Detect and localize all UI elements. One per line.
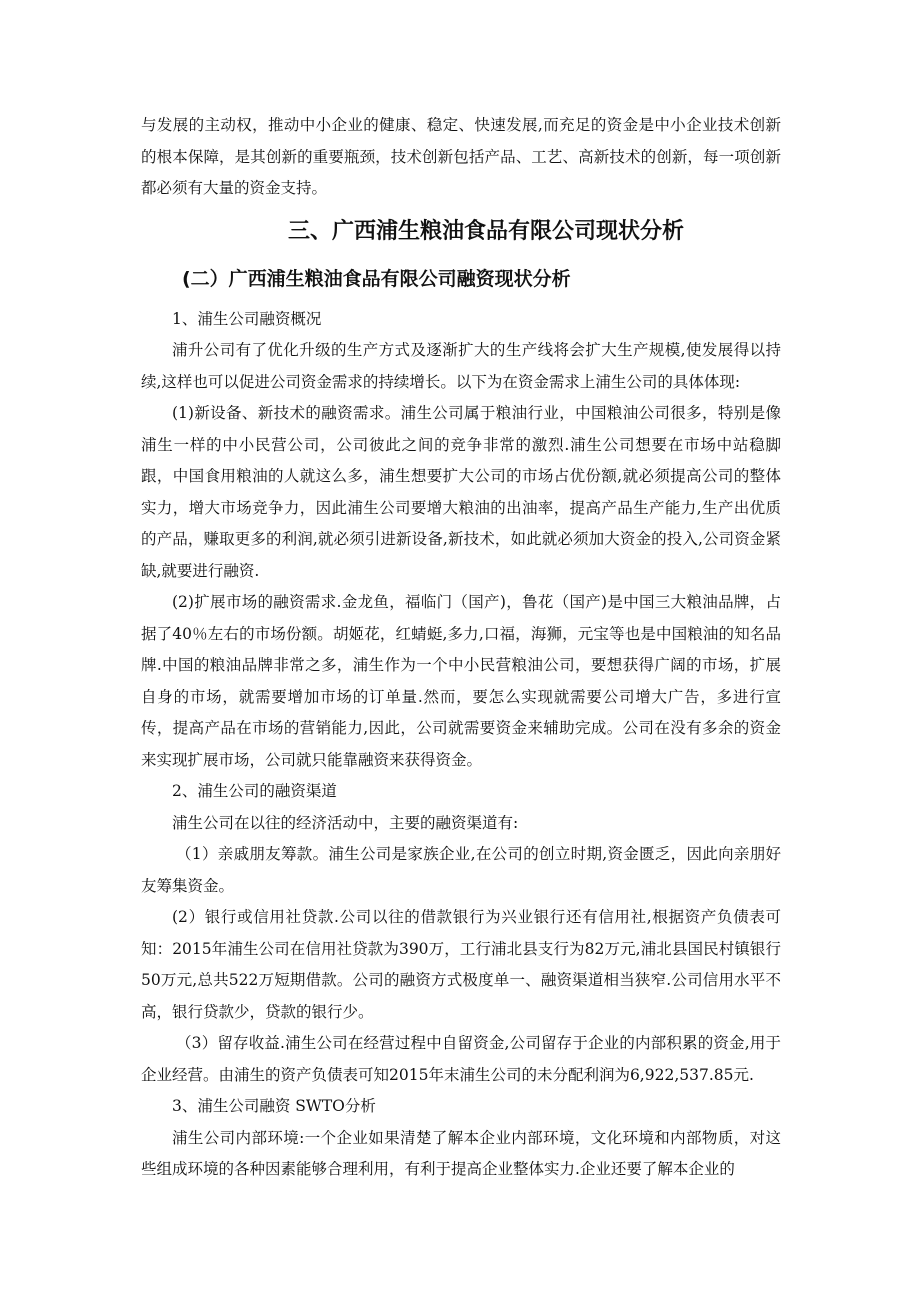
bank-loan-paragraph: (2）银行或信用社贷款.公司以往的借款银行为兴业银行还有信用社,根据资产负债表可知：2015年浦生公司在信用社贷款为390万，工行浦北县支行为82万元,浦北县国民村镇银行50万元,总共522万短期借款。公司的融资方式极度单一、融资渠道相当狭窄.公司信用水平不高，银行贷款少，贷款的银行少。: [141, 908, 781, 1021]
document-body: [141, 110, 781, 1186]
subsection-title-3: 3、浦生公司融资 SWTO分析: [172, 1097, 376, 1115]
market-financing-paragraph: (2)扩展市场的融资需求.金龙鱼，福临门（国产)，鲁花（国产)是中国三大粮油品牌，占据了40％左右的市场份额。胡姬花，红蜻蜓,多力,口福，海狮，元宝等也是中国粮油的知名品牌.中国的粮油品牌非常之多，浦生作为一个中小民营粮油公司，要想获得广阔的市场，扩展自身的市场，就需要增加市场的订单量.然而，要怎么实现就需要公司增大广告，多进行宣传，提高产品在市场的营销能力,因此，公司就需要资金来辅助完成。公司在没有多余的资金来实现扩展市场，公司就只能靠融资来获得资金。: [141, 593, 781, 769]
intro-paragraph: 与发展的主动权，推动中小企业的健康、稳定、快速发展,而充足的资金是中小企业技术创新的根本保障，是其创新的重要瓶颈，技术创新包括产品、工艺、高新技术的创新，每一项创新都必须有大量的资金支持。: [141, 116, 781, 197]
equipment-financing-paragraph: (1)新设备、新技术的融资需求。浦生公司属于粮油行业，中国粮油公司很多，特别是像浦生一样的中小民营公司，公司彼此之间的竞争非常的激烈.浦生公司想要在市场中站稳脚跟，中国食用粮油的人就这么多，浦生想要扩大公司的市场占优份额,就必须提高公司的整体实力，增大市场竞争力，因此浦生公司要增大粮油的出油率，提高产品生产能力,生产出优质的产品，赚取更多的利润,就必须引进新设备,新技术，如此就必须加大资金的投入,公司资金紧缺,就要进行融资.: [141, 404, 781, 580]
section-heading: (二）广西浦生粮油食品有限公司融资现状分析: [182, 267, 571, 290]
subsection-title-1: 1、浦生公司融资概况: [172, 309, 322, 328]
retained-earnings-paragraph: （3）留存收益.浦生公司在经营过程中自留资金,公司留存于企业的内部积累的资金,用于企业经营。由浦生的资产负债表可知2015年末浦生公司的未分配利润为6,922,537.85元.: [141, 1034, 781, 1084]
relatives-financing-paragraph: （1）亲戚朋友筹款。浦生公司是家族企业,在公司的创立时期,资金匮乏，因此向亲朋好友筹集资金。: [141, 845, 781, 895]
internal-environment-paragraph: 浦生公司内部环境:一个企业如果清楚了解本企业内部环境，文化环境和内部物质，对这些组成环境的各种因素能够合理利用，有利于提高企业整体实力.企业还要了解本企业的: [141, 1128, 781, 1178]
financing-overview-paragraph: 浦升公司有了优化升级的生产方式及逐渐扩大的生产线将会扩大生产规模,使发展得以持续,这样也可以促进公司资金需求的持续增长。以下为在资金需求上浦生公司的具体体现:: [141, 341, 781, 391]
subsection-title-2: 2、浦生公司的融资渠道: [172, 782, 337, 800]
channels-intro-paragraph: 浦生公司在以往的经济活动中，主要的融资渠道有:: [172, 813, 519, 832]
chapter-heading: 三、广西浦生粮油食品有限公司现状分析: [287, 218, 684, 244]
